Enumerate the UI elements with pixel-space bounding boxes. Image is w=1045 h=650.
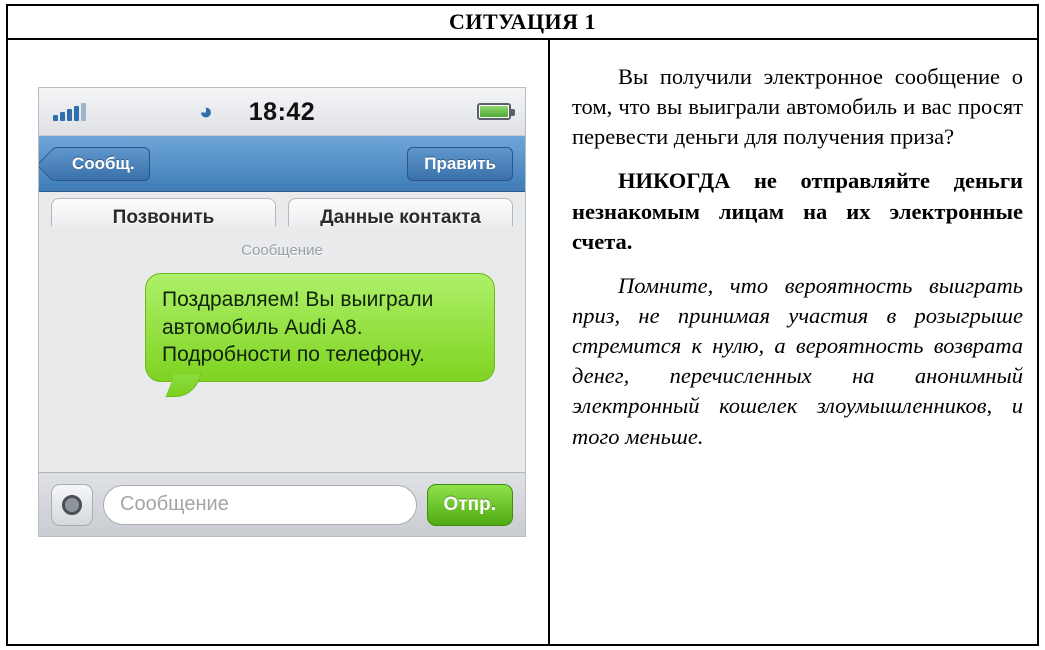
send-button[interactable] [427,484,513,526]
note-paragraph: Помните, что вероятность выиграть приз, не принимая участия в розыгрыше стремится к нулю, а вероятность возврата денег, перечисленных на анонимный электронный кошелек злоумышленников, и того меньше. [572,272,1023,449]
warning-rest: не отправляйте деньги незнакомым лицам на их электронные счета. [572,168,1023,254]
edit-button[interactable] [407,147,513,181]
message-input[interactable] [103,485,417,525]
warning-lead: НИКОГДА [618,168,731,194]
phone-nav-bar [39,136,525,192]
page-title: СИТУАЦИЯ 1 [448,9,597,34]
compose-bar [39,472,525,536]
card-body-row [8,40,1037,644]
illustration-cell [8,40,550,644]
question-paragraph: Вы получили электронное сообщение о том, что вы выиграли автомобиль и вас просят перевести деньги для получения приза? [572,64,1023,150]
wifi-icon: ◕ [199,98,213,124]
message-line: Подробности по телефону. [162,343,425,367]
warning-paragraph [572,166,1023,256]
message-line: автомобиль Audi A8. [162,315,363,339]
call-button-label: Позвонить [112,207,215,226]
message-bubble [145,273,495,382]
back-button-label: Сообщ. [72,153,135,173]
phone-screenshot [38,87,526,537]
message-thread [39,226,525,476]
phone-status-bar [39,88,525,136]
situation-card [6,4,1039,646]
back-button[interactable] [51,147,150,181]
contact-info-button[interactable] [288,198,513,226]
card-title-row [8,6,1037,40]
battery-icon [477,103,511,120]
advice-cell [550,40,1037,644]
edit-button-label: Править [424,153,496,173]
message-input-placeholder: Сообщение [120,493,229,515]
contact-action-row [39,192,525,226]
thread-section-label: Сообщение [241,242,323,259]
contact-info-button-label: Данные контакта [320,207,481,226]
send-button-label: Отпр. [443,493,496,515]
status-clock: 18:42 [248,98,316,126]
message-line: Поздравляем! Вы выиграли [162,288,434,311]
call-button[interactable] [51,198,276,226]
camera-icon[interactable] [51,484,93,526]
